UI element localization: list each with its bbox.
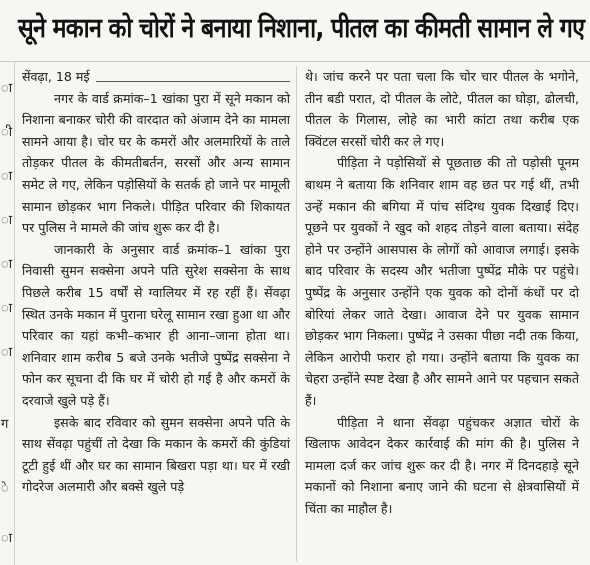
article-paragraph: थे। जांच करने पर पता चला कि चोर चार पीतल के भगोने, तीन बडी परात, दो पीतल के लोटे, पीतल का घोड़ा, ढोलची, पीतल के गिलास, लोहे का भारी कांटा तथा करीब एक क्विंटल सरसों चोरी कर ले गए।: [305, 69, 579, 149]
adjacent-text-fragment: ी: [1, 125, 13, 140]
article-paragraph: पीड़िता ने थाना सेंवढ़ा पहुंचकर अज्ञात चोरों के खिलाफ आवेदन देकर कार्रवाई की मांग की है। पुलिस ने मामला दर्ज कर जांच शुरू कर दी है। नगर में दिनदहाड़े सूने मकानों को निशाना बनाए जाने की घटना से क्षेत्रवासियों में चिंता का माहौल है।: [305, 414, 579, 516]
adjacent-text-fragment: ा: [1, 213, 13, 228]
adjacent-text-fragment: ा: [1, 531, 13, 546]
dateline: सेंवढ़ा, 18 मई: [22, 69, 90, 84]
adjacent-column-edge: [0, 62, 15, 565]
dateline-row: [22, 66, 290, 88]
article-paragraph: नगर के वार्ड क्रमांक–1 खांका पुरा में सूने मकान को निशाना बनाकर चोरी की वारदात को अंजाम देने का मामला सामने आया है। चोर घर के कमरों और अलमारियों के ताले तोड़कर पीतल के कीमतीबर्तन, सरसों और अन्य सामान समेट ले गए, लेकिन पड़ोसियों के सतर्क हो जाने पर मामूली सामान छोड़कर भाग निकले। पीड़ित परिवार की शिकायत पर पुलिस ने मामले की जांच शुरू कर दी है।: [22, 90, 290, 236]
adjacent-text-fragment: ग: [1, 417, 9, 432]
adjacent-text-fragment: ा: [1, 345, 13, 360]
dateline-rule: [96, 81, 290, 82]
headline-bar: [0, 0, 590, 60]
adjacent-text-fragment: े: [1, 481, 9, 496]
article-column-right: [305, 66, 579, 519]
adjacent-text-fragment: ा: [1, 81, 13, 96]
article-paragraph: पीड़िता ने पड़ोसियों से पूछताछ की तो पड़ोसी पूनम बाथम ने बताया कि शनिवार शाम वह छत पर गई थीं, तभी उन्हें मकान की बगिया में पांच संदिग्ध युवक दिखाई दिए। पूछने पर युवकों ने खुद को शहद तोड़ने वाला बताया। संदेह होने पर उन्होंने आसपास के लोगों को आवाज लगाई। इसके बाद परिवार के सदस्य और भतीजा पुष्पेंद्र मौके पर पहुंचे। पुष्पेंद्र के अनुसार उन्होंने एक युवक को दोनों कंधों पर दो बोरियां लेकर जाते देखा। आवाज देने पर युवक सामान छोड़कर भाग निकला। पुष्पेंद्र ने उसका पीछा नदी तक किया, लेकिन आरोपी फरार हो गया। उन्होंने बताया कि युवक का चेहरा उन्होंने स्पष्ट देखा है और सामने आने पर पहचान सकते हैं।: [305, 155, 579, 408]
adjacent-text-fragment: ा: [1, 257, 13, 272]
headline-rule: [0, 61, 590, 62]
article-column-left: [22, 66, 290, 498]
article-paragraph: जानकारी के अनुसार वार्ड क्रमांक–1 खांका पुरा निवासी सुमन सक्सेना अपने पति सुरेश सक्सेना के साथ पिछले करीब 15 वर्षों से ग्वालियर में रह रहीं हैं। सेंवढ़ा स्थित उनके मकान में पुराना घरेलू सामान रखा हुआ था और परिवार का यहां कभी–कभार ही आना–जाना होता था। शनिवार शाम करीब 5 बजे उनके भतीजे पुष्पेंद्र सक्सेना ने फोन कर सूचना दी कि घर में चोरी हो गई है और कमरों के दरवाजे खुले पड़े हैं।: [22, 241, 290, 408]
adjacent-text-fragment: ा: [1, 169, 13, 184]
article-paragraph: इसके बाद रविवार को सुमन सक्सेना अपने पति के साथ सेंवढ़ा पहुंचीं तो देखा कि मकान के कमरों की कुंडियां टूटी हुई थीं और घर का सामान बिखरा पड़ा था। घर में रखी गोदरेज अलमारी और बक्से खुले पड़े: [22, 414, 290, 495]
headline: सूने मकान को चोरों ने बनाया निशाना, पीतल का कीमती सामान ले गए: [18, 13, 585, 44]
column-divider: [296, 66, 297, 561]
adjacent-text-fragment: ा: [1, 301, 13, 316]
